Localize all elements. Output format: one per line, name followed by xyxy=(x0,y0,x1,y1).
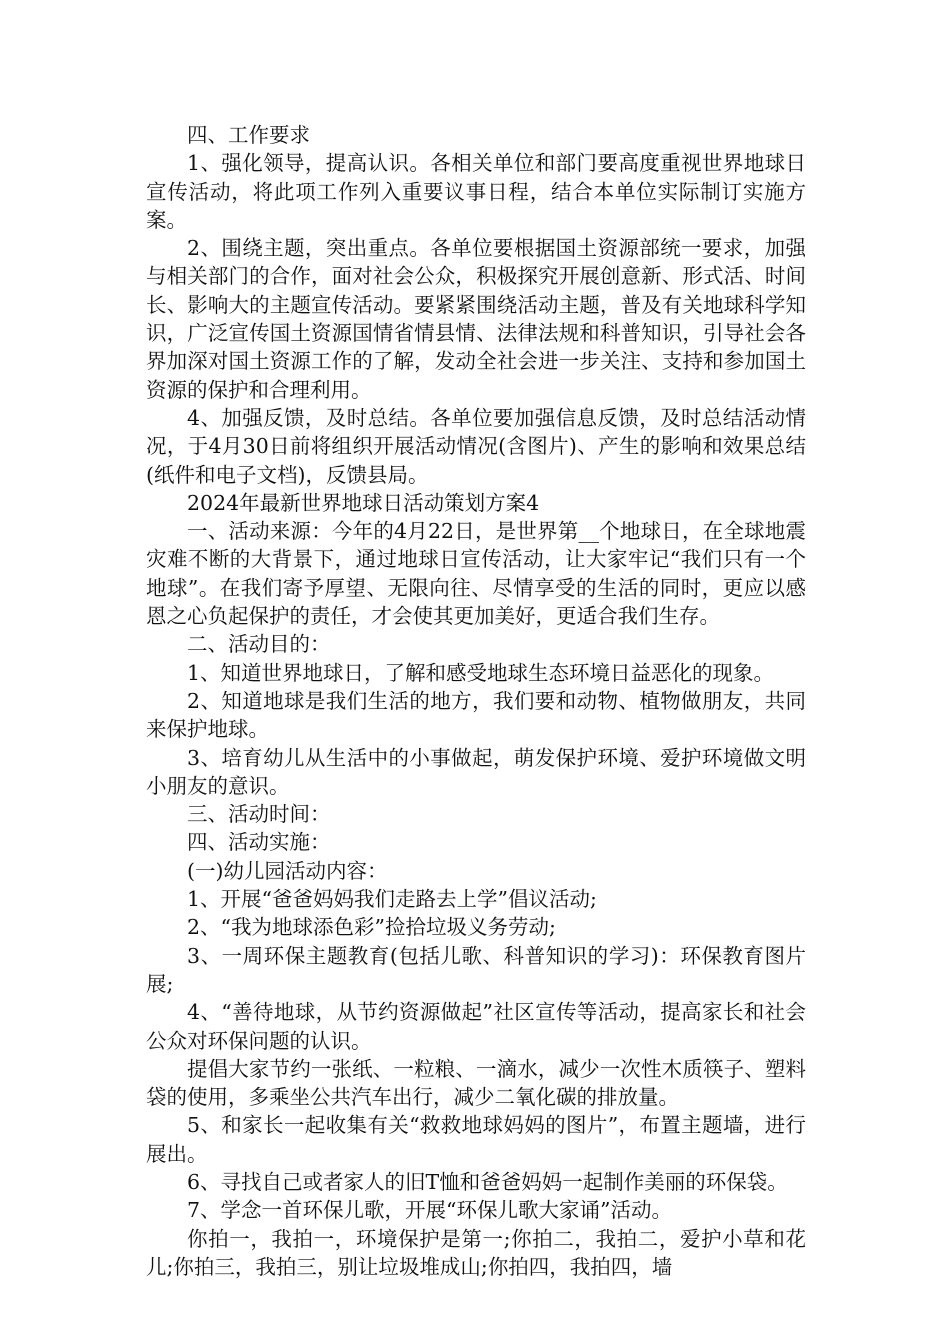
paragraph: 1、强化领导，提高认识。各相关单位和部门要高度重视世界地球日宣传活动，将此项工作列入重要议事日程，结合本单位实际制订实施方案。 xyxy=(146,151,806,232)
list-item: 1、开展“爸爸妈妈我们走路去上学”倡议活动; xyxy=(187,887,597,912)
list-item: 6、寻找自己或者家人的旧T恤和爸爸妈妈一起制作美丽的环保袋。 xyxy=(187,1169,788,1194)
document-body xyxy=(146,121,806,1281)
section-heading: 三、活动时间： xyxy=(187,802,331,827)
subsection-heading: (一)幼儿园活动内容： xyxy=(187,858,388,883)
paragraph: 提倡大家节约一张纸、一粒粮、一滴水，减少一次性木质筷子、塑料袋的使用，多乘坐公共汽车出行，减少二氧化碳的排放量。 xyxy=(146,1056,806,1110)
paragraph: 4、加强反馈，及时总结。各单位要加强信息反馈，及时总结活动情况，于4月30日前将组织开展活动情况(含图片)、产生的影响和效果总结(纸件和电子文档)，反馈县局。 xyxy=(146,405,806,487)
paragraph: 你拍一，我拍一，环境保护是第一;你拍二，我拍二，爱护小草和花儿;你拍三，我拍三，别让垃圾堆成山;你拍四，我拍四，墙 xyxy=(146,1226,806,1279)
paragraph: 1、知道世界地球日，了解和感受地球生态环境日益恶化的现象。 xyxy=(187,660,775,685)
list-item: 7、学念一首环保儿歌，开展“环保儿歌大家诵”活动。 xyxy=(187,1198,673,1223)
section-heading: 二、活动目的： xyxy=(187,632,331,657)
document-title: 2024年最新世界地球日活动策划方案4 xyxy=(187,490,540,515)
paragraph: 3、培育幼儿从生活中的小事做起，萌发保护环境、爱护环境做文明小朋友的意识。 xyxy=(146,745,806,798)
list-item: 3、一周环保主题教育(包括儿歌、科普知识的学习)：环保教育图片展; xyxy=(146,943,806,996)
paragraph: 2、知道地球是我们生活的地方，我们要和动物、植物做朋友，共同来保护地球。 xyxy=(146,688,806,742)
paragraph: 一、活动来源：今年的4月22日，是世界第__个地球日，在全球地震灾难不断的大背景下，通过地球日宣传活动，让大家牢记“我们只有一个地球”。在我们寄予厚望、无限向往、尽情享受的生活的同时，更应以感恩之心负起保护的责任，才会使其更加美好，更适合我们生存。 xyxy=(146,519,806,629)
paragraph: 2、围绕主题，突出重点。各单位要根据国土资源部统一要求，加强与相关部门的合作，面对社会公众，积极探究开展创意新、形式活、时间长、影响大的主题宣传活动。要紧紧围绕活动主题，普及有关地球科学知识，广泛宣传国土资源国情省情县情、法律法规和科普知识，引导社会各界加深对国土资源工作的了解，发动全社会进一步关注、支持和参加国土资源的保护和合理利用。 xyxy=(146,236,806,402)
list-item: 2、“我为地球添色彩”捡拾垃圾义务劳动; xyxy=(187,915,556,940)
section-heading: 四、活动实施： xyxy=(187,830,331,855)
section-heading: 四、工作要求 xyxy=(187,123,310,147)
list-item: 4、“善待地球，从节约资源做起”社区宣传等活动，提高家长和社会公众对环保问题的认识。 xyxy=(146,1000,806,1053)
list-item: 5、和家长一起收集有关“救救地球妈妈的图片”，布置主题墙，进行展出。 xyxy=(146,1113,806,1166)
